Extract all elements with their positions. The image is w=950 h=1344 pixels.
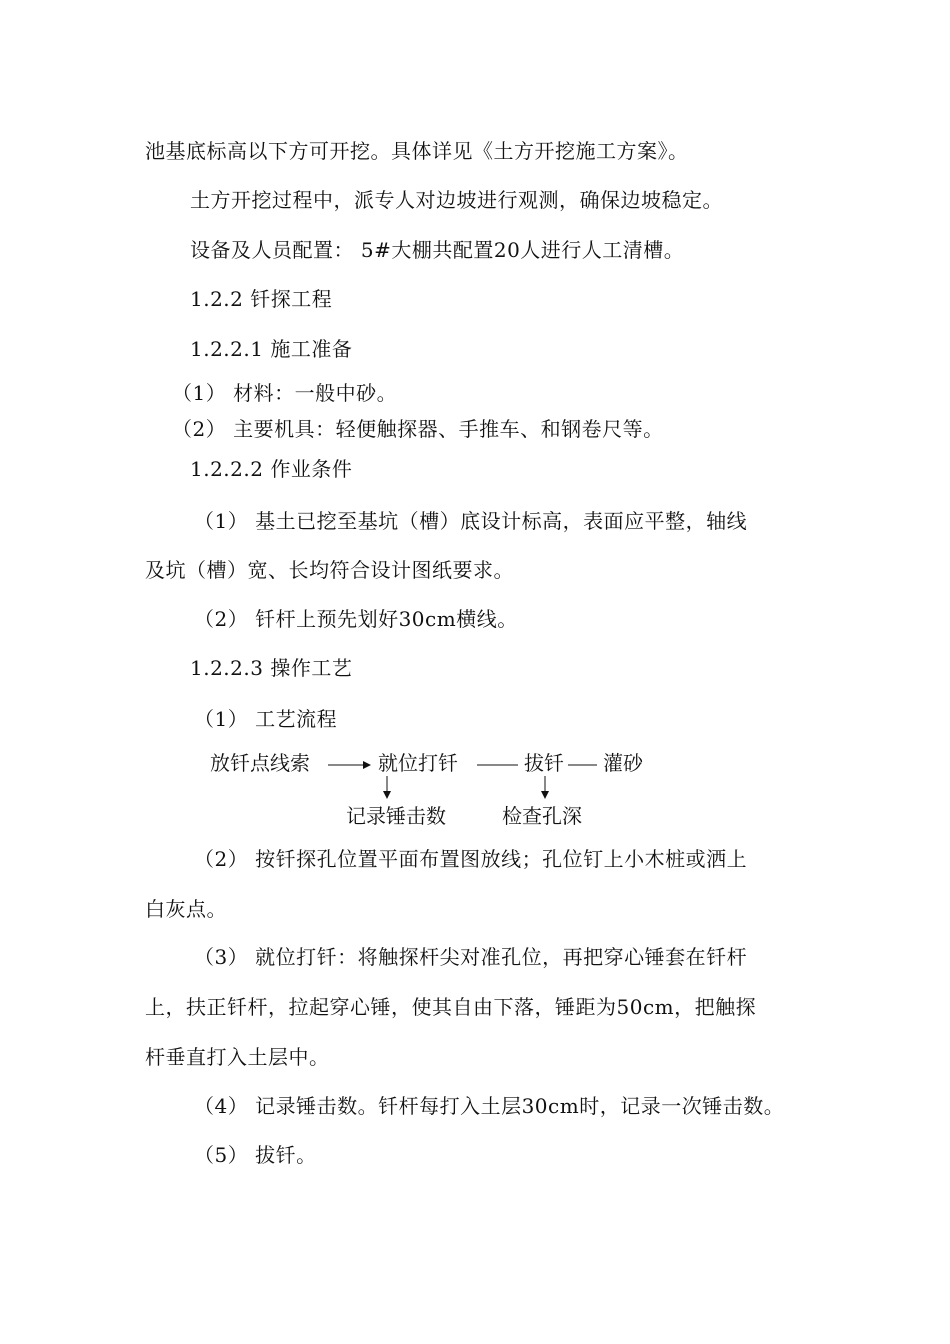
list-item: （1） 材料：一般中砂。	[172, 381, 398, 405]
paragraph-line: 设备及人员配置： 5#大棚共配置20人进行人工清槽。	[190, 238, 685, 262]
flow-step-fill-sand: 灌砂	[603, 751, 643, 775]
subsection-heading: 1.2.2.3 操作工艺	[190, 656, 353, 680]
flow-step-pull-probe: 拔钎	[524, 751, 564, 775]
list-item: （5） 拔钎。	[194, 1143, 317, 1167]
section-heading: 1.2.2 钎探工程	[190, 287, 333, 311]
list-item: （2） 钎杆上预先划好30cm横线。	[194, 607, 518, 631]
subsection-heading: 1.2.2.2 作业条件	[190, 457, 353, 481]
paragraph-line: 池基底标高以下方可开挖。具体详见《土方开挖施工方案》。	[145, 139, 689, 163]
paragraph-line: 杆垂直打入土层中。	[145, 1045, 330, 1069]
flow-step-drive-probe: 就位打钎	[378, 751, 458, 775]
arrow-head-icon	[541, 791, 549, 799]
list-item: （1） 工艺流程	[194, 707, 338, 731]
paragraph-line: 白灰点。	[145, 897, 227, 921]
list-item: （3） 就位打钎：将触探杆尖对准孔位，再把穿心锤套在钎杆	[194, 945, 748, 969]
arrow-head-icon	[383, 791, 391, 799]
list-item: （1） 基土已挖至基坑（槽）底设计标高，表面应平整，轴线	[194, 509, 748, 533]
flow-sub-check-depth: 检查孔深	[502, 804, 582, 828]
paragraph-line: 及坑（槽）宽、长均符合设计图纸要求。	[145, 558, 514, 582]
paragraph-line: 上，扶正钎杆，拉起穿心锤，使其自由下落，锤距为50cm，把触探	[145, 995, 757, 1019]
list-item: （2） 主要机具：轻便触探器、手推车、和钢卷尺等。	[172, 417, 664, 441]
list-item: （2） 按钎探孔位置平面布置图放线；孔位钉上小木桩或洒上	[194, 847, 748, 871]
flow-step-set-out-points: 放钎点线索	[210, 751, 310, 775]
paragraph-line: 土方开挖过程中，派专人对边坡进行观测，确保边坡稳定。	[190, 188, 723, 212]
subsection-heading: 1.2.2.1 施工准备	[190, 337, 353, 361]
list-item: （4） 记录锤击数。钎杆每打入土层30cm时，记录一次锤击数。	[194, 1094, 785, 1118]
flow-sub-record-blows: 记录锤击数	[346, 804, 446, 828]
arrow-head-icon	[363, 761, 371, 769]
